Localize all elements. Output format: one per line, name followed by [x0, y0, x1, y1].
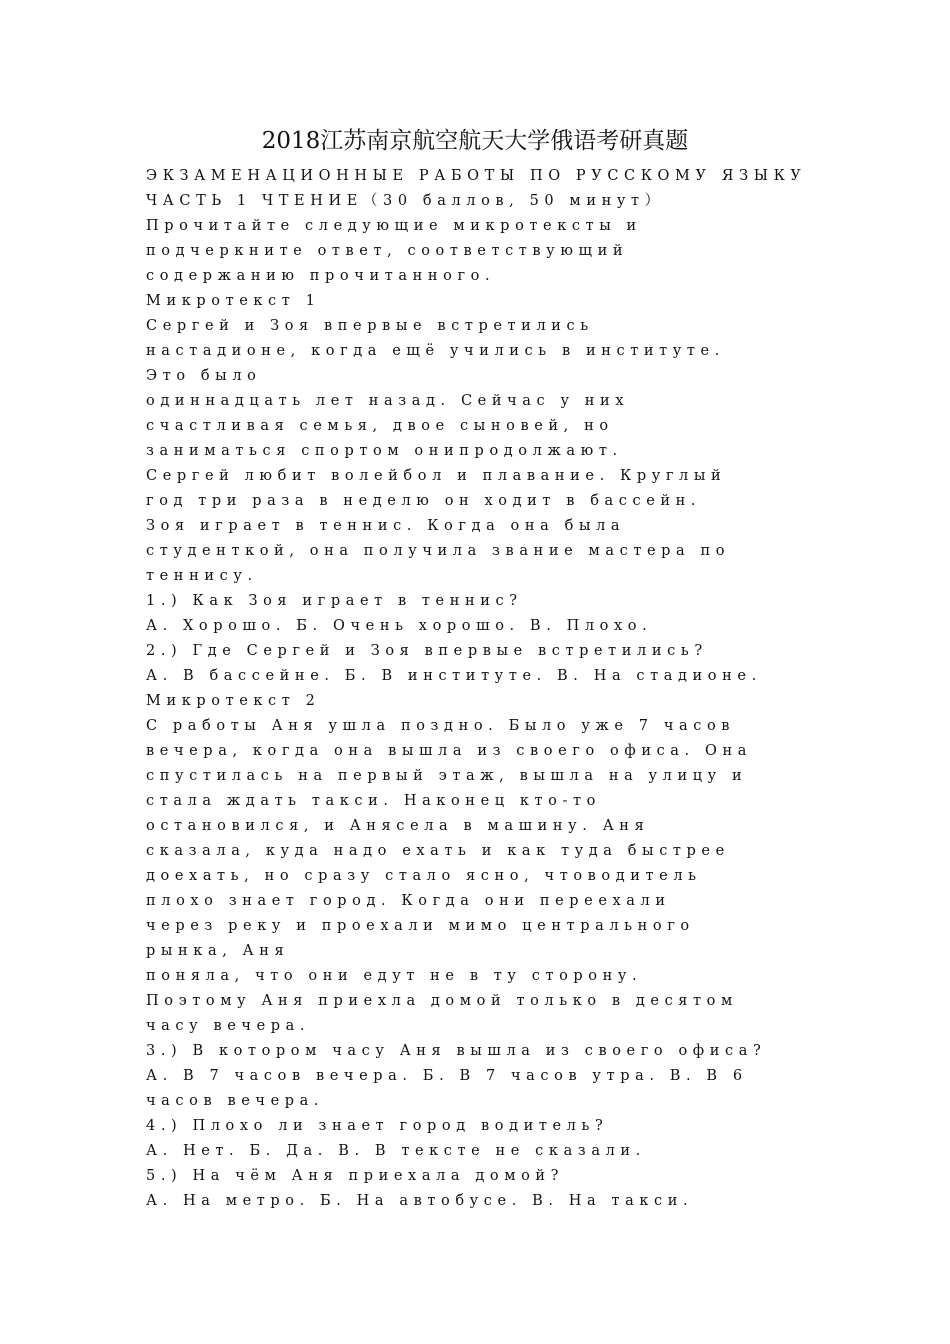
- text-line: год три раза в неделю он ходит в бассейн.: [146, 493, 702, 509]
- text-line: одиннадцать лет назад. Сейчас у них: [146, 393, 630, 409]
- answer-options: часов вечера.: [146, 1093, 325, 1109]
- text-line: ЭКЗАМЕНАЦИОННЫЕ РАБОТЫ ПО РУССКОМУ ЯЗЫКУ: [146, 168, 807, 184]
- answer-options: А. Хорошо. Б. Очень хорошо. В. Плохо.: [146, 618, 653, 634]
- answer-options: А. На метро. Б. На автобусе. В. На такси.: [146, 1193, 694, 1209]
- text-line: Прочитайте следующие микротексты и: [146, 218, 642, 234]
- text-line: Сергей любит волейбол и плавание. Круглый: [146, 468, 727, 484]
- question-line: 4.) Плохо ли знает город водитель?: [146, 1118, 609, 1134]
- text-line: содержанию прочитанного.: [146, 268, 496, 284]
- text-line: Сергей и Зоя впервые встретились: [146, 318, 594, 334]
- section-heading: Микротекст 1: [146, 293, 321, 309]
- text-line: счастливая семья, двое сыновей, но: [146, 418, 614, 434]
- text-line: вечера, когда она вышла из своего офиса. Она: [146, 743, 752, 759]
- answer-options: А. В 7 часов вечера. Б. В 7 часов утра. В. В 6: [146, 1068, 748, 1084]
- text-line: Это было: [146, 368, 262, 384]
- question-line: 3.) В котором часу Аня вышла из своего офиса?: [146, 1043, 767, 1059]
- text-line: Зоя играет в теннис. Когда она была: [146, 518, 626, 534]
- question-line: 5.) На чём Аня приехала домой?: [146, 1168, 565, 1184]
- question-line: 1.) Как Зоя играет в теннис?: [146, 593, 523, 609]
- text-line: заниматься спортом онипродолжают.: [146, 443, 623, 459]
- text-line: остановился, и Анясела в машину. Аня: [146, 818, 650, 834]
- text-line: рынка, Аня: [146, 943, 290, 959]
- text-line: настадионе, когда ещё учились в институте.: [146, 343, 725, 359]
- text-line: плохо знает город. Когда они переехали: [146, 893, 671, 909]
- section-heading: Микротекст 2: [146, 693, 321, 709]
- text-line: сказала, куда надо ехать и как туда быстрее: [146, 843, 730, 859]
- text-line: С работы Аня ушла поздно. Было уже 7 часов: [146, 718, 736, 734]
- text-line: спустилась на первый этаж, вышла на улицу и: [146, 768, 748, 784]
- text-line: стала ждать такси. Наконец кто-то: [146, 793, 601, 809]
- text-line: поняла, что они едут не в ту сторону.: [146, 968, 643, 984]
- document-title: 2018江苏南京航空航天大学俄语考研真题: [261, 128, 689, 154]
- text-line: доехать, но сразу стало ясно, чтоводитель: [146, 868, 702, 884]
- question-line: 2.) Где Сергей и Зоя впервые встретились?: [146, 643, 708, 659]
- text-line: ЧАСТЬ 1 ЧТЕНИЕ（30 баллов, 50 минут）: [146, 193, 665, 209]
- exam-text: [146, 164, 826, 1214]
- text-line: теннису.: [146, 568, 258, 584]
- answer-options: А. Нет. Б. Да. В. В тексте не сказали.: [146, 1143, 646, 1159]
- text-line: через реку и проехали мимо центрального: [146, 918, 695, 934]
- text-line: подчеркните ответ, соответствующий: [146, 243, 629, 259]
- text-line: часу вечера.: [146, 1018, 311, 1034]
- text-line: Поэтому Аня приехла домой только в десятом: [146, 993, 738, 1009]
- text-line: студенткой, она получила звание мастера по: [146, 543, 731, 559]
- answer-options: А. В бассейне. Б. В институте. В. На стадионе.: [146, 668, 762, 684]
